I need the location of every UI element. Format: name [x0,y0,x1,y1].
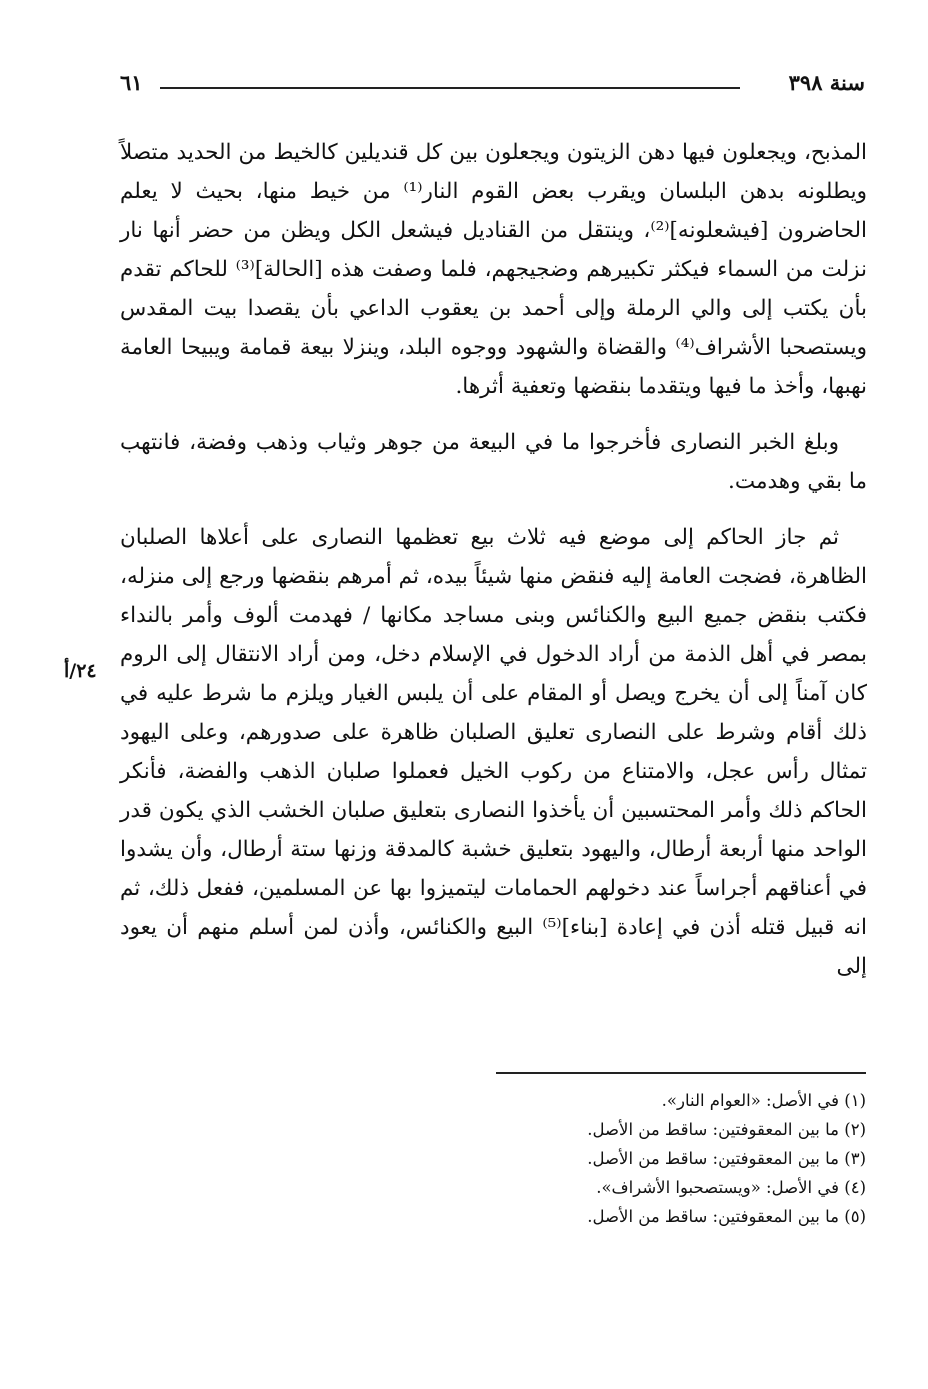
page-number: ٦١ [120,70,143,95]
footnote-1: (١) في الأصل: «العوام النار». [661,1091,866,1110]
paragraph-1: المذبح، ويجعلون فيها دهن الزيتون ويجعلون بين كل قنديلين كالخيط من الحديد متصلاً ويطلونه بدهن البلسان ويقرب بعض القوم النار⁽¹⁾ من خيط منها، بحيث لا يعلم الحاضرون [فيشعلونه]⁽²⁾، وينتقل من القناديل فيشعل الكل ويظن من حضر أنها نار نزلت من السماء فيكثر تكبيرهم وضجيجهم، فلما وصفت هذه [الحالة]⁽³⁾ للحاكم تقدم بأن يكتب إلى والي الرملة وإلى أحمد بن يعقوب الداعي بأن يقصدا بيت المقدس ويستصحبا الأشراف⁽⁴⁾ والقضاة والشهود ووجوه البلد، وينزلا بيعة قمامة ويبيحا العامة نهبها، وأخذ ما فيها ويتقدما بنقضها وتعفية أثرها. [120,140,868,399]
footnote-5: (٥) ما بين المعقوفتين: ساقط من الأصل. [587,1207,866,1226]
running-head-year: سنة ٣٩٨ [788,70,865,95]
paragraph-2: وبلغ الخبر النصارى فأخرجوا ما في البيعة من جوهر وثياب وذهب وفضة، فانتهب ما بقي وهدمت. [120,430,867,494]
footnote-separator [496,1072,866,1074]
page-header [120,70,865,110]
footnote-3: (٣) ما بين المعقوفتين: ساقط من الأصل. [587,1149,866,1168]
paragraph-3: ثم جاز الحاكم إلى موضع فيه ثلاث بيع تعظمها النصارى على أعلاها الصلبان الظاهرة، فضجت العامة إليه فنقض منها شيئاً بيده، ثم أمرهم بنقضها ورجع إلى منزله، فكتب بنقض جميع البيع والكنائس وبنى مساجد مكانها / فهدمت ألوف وأمر بالنداء بمصر في أهل الذمة من أراد الدخول في الإسلام دخل، ومن أراد الانتقال إلى الروم كان آمناً إلى أن يخرج ويصل أو المقام على أن يلبس الغيار ويلزم ما شرط عليه في ذلك أقام وشرط على النصارى تعليق الصلبان ظاهرة على صدورهم، وعلى اليهود تمثال رأس عجل، والامتناع من ركوب الخيل فعملوا صلبان الذهب والفضة، فأنكر الحاكم ذلك وأمر المحتسبين أن يأخذوا النصارى بتعليق صلبان الخشب الذي يكون قدر الواحد منها أربعة أرطال، واليهود بتعليق خشبة كالمدقة وزنها ستة أرطال، وأن يشدوا في أعناقهم أجراساً عند دخولهم الحمامات ليتميزوا بها عن المسلمين، ففعل ذلك، ثم انه قبيل قتله أذن في إعادة [بناء]⁽⁵⁾ البيع والكنائس، وأذن لمن أسلم منهم أن يعود إلى [120,525,867,979]
footnote-2: (٢) ما بين المعقوفتين: ساقط من الأصل. [587,1120,866,1139]
main-text [120,133,867,1003]
margin-folio-note: ٢٤/أ [64,660,97,682]
footnote-4: (٤) في الأصل: «ويستصحبوا الأشراف». [596,1178,866,1197]
header-rule [160,87,740,89]
footnotes [300,1088,866,1233]
